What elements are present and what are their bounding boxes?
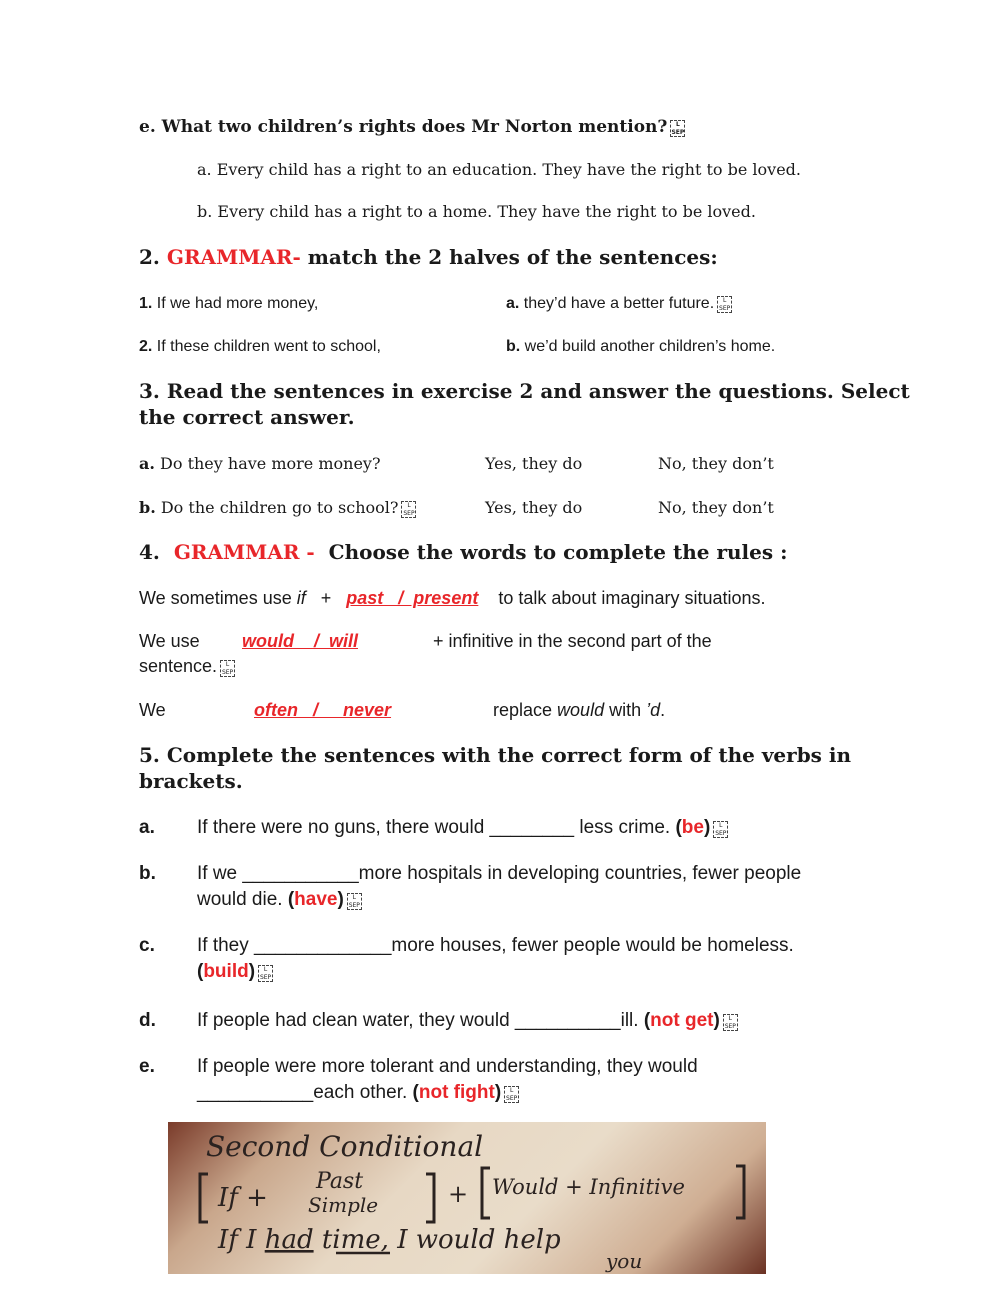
photo-if-plus: If +	[218, 1183, 268, 1213]
photo-example-you: you	[606, 1249, 643, 1273]
verb-hint: have	[294, 889, 338, 910]
rule-1-choice[interactable]: past / present	[346, 588, 479, 608]
verb-hint: be	[681, 817, 704, 838]
question-e-option-b[interactable]: b. Every child has a right to a home. They have the right to be loved.	[197, 202, 756, 221]
question-e-title: e. What two children’s rights does Mr Norton mention? L SEP	[139, 117, 685, 137]
rule-3-post: replace would with ’d.	[493, 700, 666, 720]
match-row-2-left[interactable]: 2. If these children went to school,	[139, 338, 381, 355]
sep-glyph: L SEP	[221, 661, 234, 676]
rule-3-choice-wrap	[254, 700, 391, 721]
exercise-2-heading: 2. GRAMMAR- match the 2 halves of the sentences:	[139, 245, 718, 269]
rule-3-pre: We	[139, 700, 166, 720]
sep-glyph: L SEP	[724, 1015, 736, 1030]
exercise-4-heading: 4. GRAMMAR - Choose the words to complete the rules :	[139, 540, 788, 564]
photo-would-infinitive: Would + Infinitive	[492, 1175, 685, 1199]
rule-2-choice[interactable]: would / will	[242, 631, 358, 651]
photo-plus: +	[448, 1180, 469, 1208]
rule-2-post2: sentence. L SEP	[139, 656, 234, 676]
match-row-1-left[interactable]: 1. If we had more money,	[139, 295, 319, 312]
verb-hint: not get	[650, 1010, 714, 1031]
sep-glyph: L SEP	[719, 297, 731, 312]
sep-glyph: L SEP	[348, 894, 360, 909]
verb-hint: not fight	[418, 1082, 495, 1103]
photo-title: Second Conditional	[206, 1130, 484, 1163]
match-row-2-right[interactable]: b. we’d build another children’s home.	[506, 338, 776, 355]
ex3-answer-b-yes[interactable]: Yes, they do	[485, 498, 583, 517]
rule-1: We sometimes use if + past / present to talk about imaginary situations.	[139, 588, 766, 608]
exercise-3-heading-line2: the correct answer.	[139, 405, 355, 429]
rule-3-choice[interactable]: often / never	[254, 700, 392, 720]
photo-simple: Simple	[308, 1193, 379, 1217]
sep-glyph: L SEP	[671, 121, 685, 136]
rule-2-choice-wrap	[242, 631, 358, 652]
sep-glyph: L SEP	[715, 822, 727, 837]
ex3-question-b: b. Do the children go to school? L SEP	[139, 498, 415, 517]
question-e-option-a[interactable]: a. Every child has a right to an education. They have the right to be loved.	[197, 160, 801, 179]
exercise-5-heading-line1: 5. Complete the sentences with the correct form of the verbs in	[139, 743, 852, 767]
ex3-question-a: a. Do they have more money?	[139, 454, 381, 473]
ex3-answer-a-yes[interactable]: Yes, they do	[485, 454, 583, 473]
exercise-5-heading-line2: brackets.	[139, 769, 243, 793]
ex3-answer-a-no[interactable]: No, they don’t	[658, 454, 774, 473]
second-conditional-photo	[168, 1122, 766, 1274]
sep-glyph: L SEP	[506, 1087, 518, 1102]
verb-hint: build	[203, 961, 249, 982]
match-row-1-right[interactable]: a. they’d have a better future. L SEP	[506, 295, 731, 312]
ex3-answer-b-no[interactable]: No, they don’t	[658, 498, 774, 517]
sep-glyph: L SEP	[259, 966, 272, 981]
photo-example: If I had time, I would help	[218, 1225, 561, 1255]
rule-2-pre: We use	[139, 631, 200, 651]
exercise-3-heading-line1: 3. Read the sentences in exercise 2 and answer the questions. Select	[139, 379, 910, 403]
rule-2-post: + infinitive in the second part of the	[433, 631, 712, 651]
photo-past: Past	[316, 1169, 364, 1194]
sep-glyph: L SEP	[403, 502, 415, 517]
